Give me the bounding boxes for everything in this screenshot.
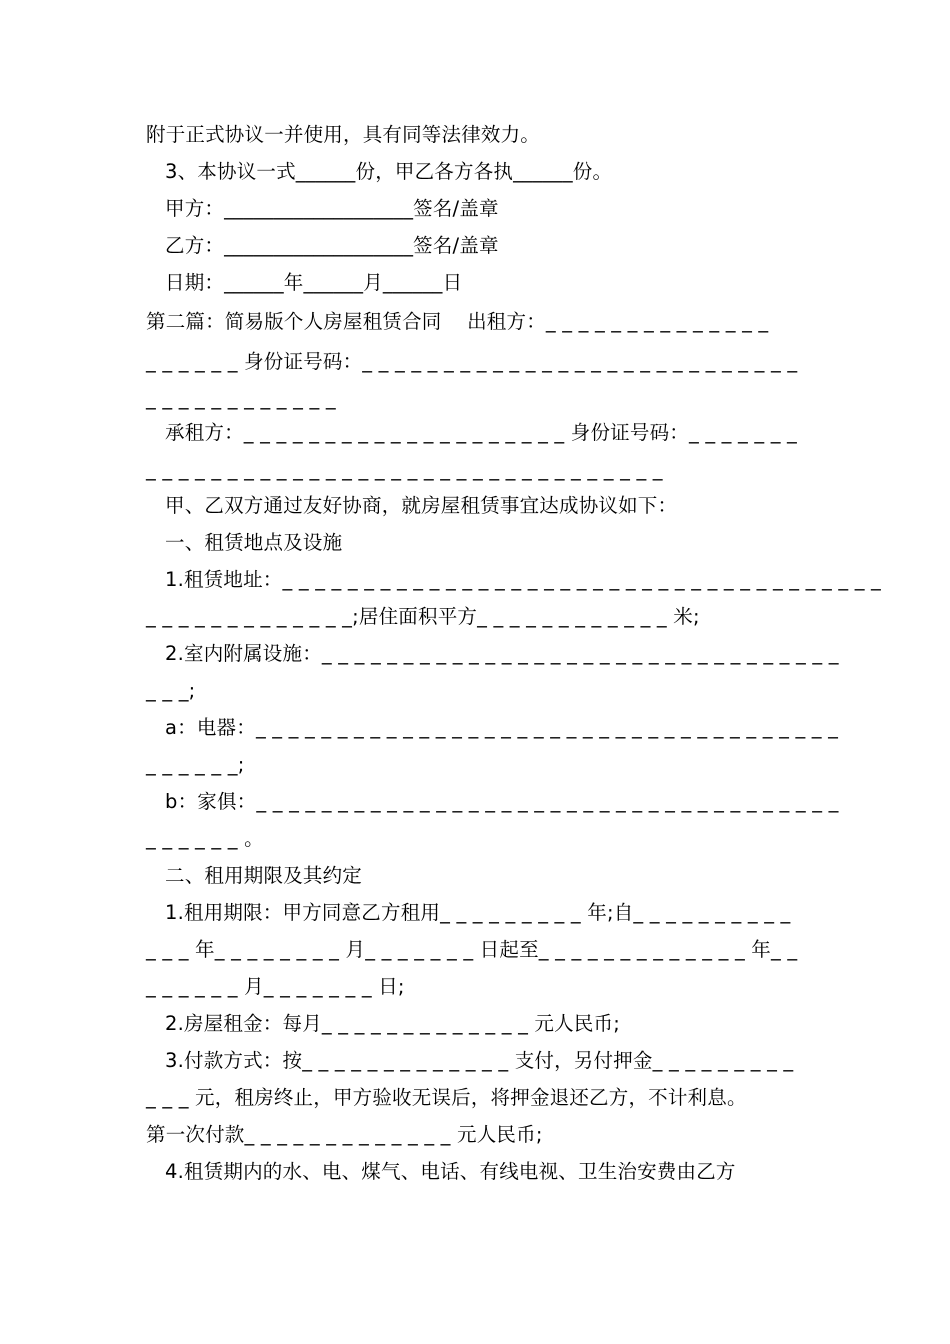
text-line: _ _ _ _ _ _ _ _ _ _ _ _	[146, 387, 336, 410]
text-line: b：家俱：_ _ _ _ _ _ _ _ _ _ _ _ _ _ _ _ _ _ _ _ _ _ _ _ _ _ _ _ _ _ _ _ _ _ _ _	[165, 790, 839, 813]
text-line: _ _ _ 年_ _ _ _ _ _ _ _ 月_ _ _ _ _ _ _ 日起至_ _ _ _ _ _ _ _ _ _ _ _ _ 年_ _	[146, 938, 798, 961]
text-line: a：电器：_ _ _ _ _ _ _ _ _ _ _ _ _ _ _ _ _ _ _ _ _ _ _ _ _ _ _ _ _ _ _ _ _ _ _ _	[165, 716, 839, 739]
date-line: 日期：______年______月______日	[165, 271, 463, 294]
text-line: _ _ _ _ _ _ 月_ _ _ _ _ _ _ 日;	[146, 975, 405, 998]
text-line: 3、本协议一式______份，甲乙各方各执______份。	[165, 160, 613, 183]
text-line: _ _ _ _ _ _;	[146, 753, 245, 776]
intro-paragraph: 甲、乙双方通过友好协商，就房屋租赁事宜达成协议如下：	[165, 494, 678, 517]
text-line: 承租方：_ _ _ _ _ _ _ _ _ _ _ _ _ _ _ _ _ _ _ _ 身份证号码：_ _ _ _ _ _ _	[165, 421, 798, 444]
text-line: _ _ _ _ _ _ _ _ _ _ _ _ _;居住面积平方_ _ _ _ _ _ _ _ _ _ _ _ 米;	[146, 605, 700, 628]
text-line: _ _ _ _ _ _ _ _ _ _ _ _ _ _ _ _ _ _ _ _ _ _ _ _ _ _ _ _ _ _ _ _	[146, 458, 663, 481]
text-line: 2.室内附属设施：_ _ _ _ _ _ _ _ _ _ _ _ _ _ _ _ _ _ _ _ _ _ _ _ _ _ _ _ _ _ _ _	[165, 642, 839, 665]
text-line: 2.房屋租金：每月_ _ _ _ _ _ _ _ _ _ _ _ _ 元人民币;	[165, 1012, 621, 1035]
text-line: 第一次付款_ _ _ _ _ _ _ _ _ _ _ _ _ 元人民币;	[146, 1123, 543, 1146]
text-line: 1.租赁地址：_ _ _ _ _ _ _ _ _ _ _ _ _ _ _ _ _ _ _ _ _ _ _ _ _ _ _ _ _ _ _ _ _ _ _ _ _	[165, 568, 882, 591]
signature-line-party-a: 甲方：___________________签名/盖章	[165, 197, 499, 220]
text-line: 3.付款方式：按_ _ _ _ _ _ _ _ _ _ _ _ _ 支付，另付押金_ _ _ _ _ _ _ _ _	[165, 1049, 794, 1072]
section-heading-part-two: 第二篇：简易版个人房屋租赁合同 出租方：_ _ _ _ _ _ _ _ _ _ _ _ _ _	[146, 310, 769, 333]
section-heading: 一、租赁地点及设施	[165, 531, 343, 554]
text-line: _ _ _;	[146, 679, 196, 702]
text-line: _ _ _ _ _ _ 。	[146, 827, 264, 850]
text-line: 附于正式协议一并使用，具有同等法律效力。	[146, 123, 541, 146]
text-line: 1.租用期限：甲方同意乙方租用_ _ _ _ _ _ _ _ _ 年;自_ _ _ _ _ _ _ _ _ _	[165, 901, 791, 924]
text-line: 4.租赁期内的水、电、煤气、电话、有线电视、卫生治安费由乙方	[165, 1160, 736, 1183]
section-heading: 二、租用期限及其约定	[165, 864, 363, 887]
text-line: _ _ _ 元，租房终止，甲方验收无误后，将押金退还乙方，不计利息。	[146, 1086, 747, 1109]
text-line: _ _ _ _ _ _ 身份证号码：_ _ _ _ _ _ _ _ _ _ _ _ _ _ _ _ _ _ _ _ _ _ _ _ _ _ _	[146, 350, 798, 373]
signature-line-party-b: 乙方：___________________签名/盖章	[165, 234, 499, 257]
